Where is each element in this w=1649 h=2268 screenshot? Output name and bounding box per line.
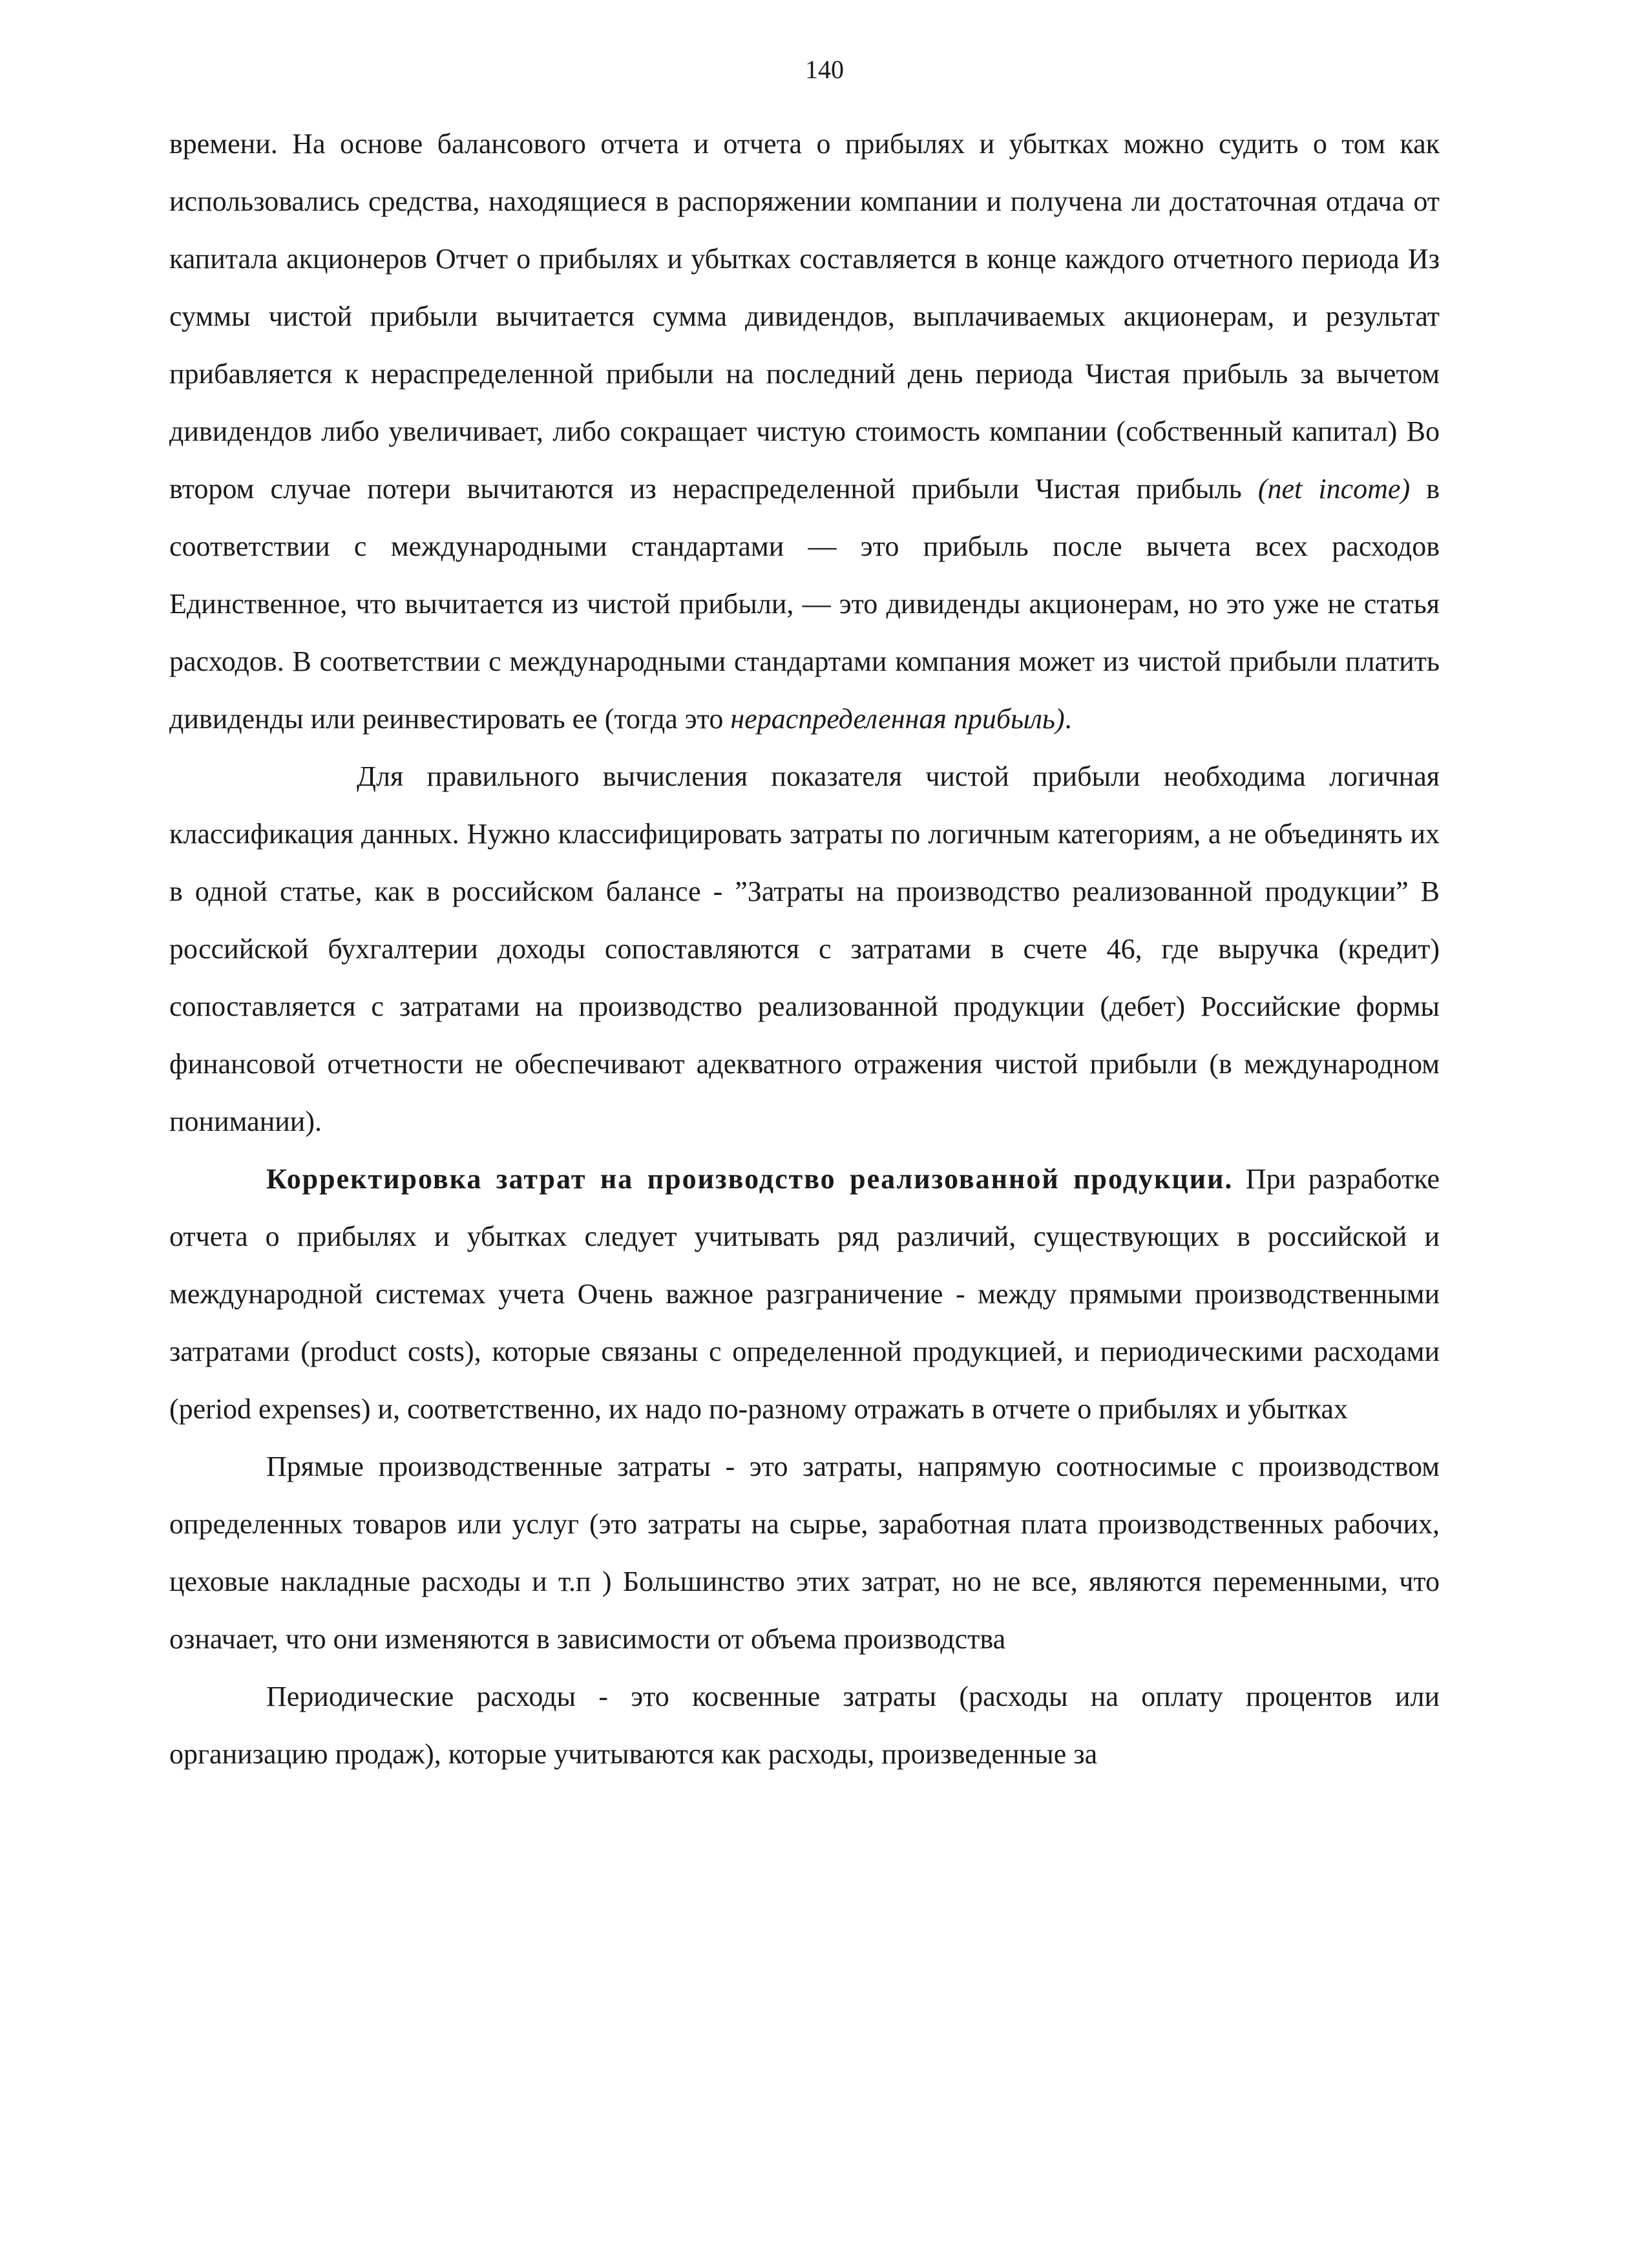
- paragraph-4: Прямые производственные затраты - это затраты, напрямую соотносимые с производством определенных товаров или услуг (это затраты на сырье, заработная плата производственных рабочих, цеховые накладные расходы и т.п ) Большинство этих затрат, но не все, являются переменными, что означает, что они изменяются в зависимости от объема производства: [169, 1451, 1440, 1655]
- paragraph-3-text: При разработке отчета о прибылях и убытках следует учитывать ряд различий, существующих в российской и международной системах учета Очень важное разграничение - между прямыми производственными затратами (product costs), которые связаны с определенной продукцией, и периодическими расходами (period expenses) и, соответственно, их надо по-разному отражать в отчете о прибылях и убытках: [169, 1163, 1440, 1425]
- paragraph-1-text-c: в соответствии с международными стандартами — это прибыль после вычета всех расходов Единственное, что вычитается из чистой прибыли, — это дивиденды акционерам, но это уже не статья расходов. В соответствии с международными стандартами компания может из чистой прибыли платить дивиденды или реинвестировать ее (тогда это: [169, 473, 1440, 735]
- section-heading: Корректировка затрат на производство реализованной продукции.: [266, 1163, 1234, 1195]
- document-body: [169, 115, 1440, 1783]
- paragraph-3: [169, 1150, 1440, 1438]
- paragraph-1-text-e: .: [1064, 703, 1072, 735]
- paragraph-2: Для правильного вычисления показателя чистой прибыли необходима логичная классификация данных. Нужно классифицировать затраты по логичным категориям, а не объединять их в одной статье, как в российском балансе - ”Затраты на производство реализованной продукции” В российской бухгалтерии доходы сопоставляются с затратами в счете 46, где выручка (кредит) сопоставляется с затратами на производство реализованной продукции (дебет) Российские формы финансовой отчетности не обеспечивают адекватного отражения чистой прибыли (в международном понимании).: [169, 761, 1440, 1137]
- term-net-income: (net income): [1257, 473, 1411, 505]
- paragraph-1-text-a: времени. На основе балансового отчета и отчета о прибылях и убытках можно судить о том как использовались средства, находящиеся в распоряжении компании и получена ли достаточная отдача от капитала акционеров Отчет о прибылях и убытках составляется в конце каждого отчетного периода Из суммы чистой прибыли вычитается сумма дивидендов, выплачиваемых акционерам, и результат прибавляется к нераспределенной прибыли на последний день периода Чистая прибыль за вычетом дивидендов либо увеличивает, либо сокращает чистую стоимость компании (собственный капитал) Во втором случае потери вычитаются из нераспределенной прибыли Чистая прибыль: [169, 128, 1440, 505]
- paragraph-1: [169, 115, 1440, 748]
- page-number: 140: [805, 55, 844, 84]
- paragraph-5: Периодические расходы - это косвенные затраты (расходы на оплату процентов или организацию продаж), которые учитываются как расходы, произведенные за: [169, 1681, 1440, 1770]
- term-retained-earnings: нераспределенная прибыль): [730, 703, 1065, 735]
